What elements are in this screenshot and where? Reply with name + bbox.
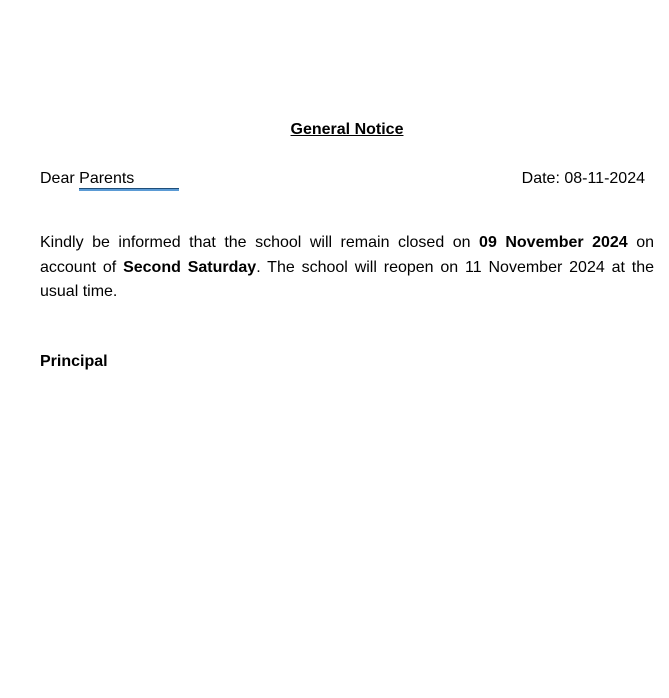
greeting-prefix: Dear — [40, 170, 75, 187]
signature: Principal — [40, 353, 108, 370]
body-part-2: on account of — [40, 234, 655, 276]
closure-occasion: Second Saturday — [123, 258, 257, 276]
body-part-3: . The school will reopen on 11 November 2024 at the usual time. — [40, 258, 655, 300]
notice-title — [0, 121, 669, 139]
notice-body — [40, 231, 654, 305]
notice-title-text: General Notice — [290, 121, 404, 138]
greeting-row — [40, 170, 645, 194]
notice-date — [522, 170, 645, 188]
body-part-1: Kindly be informed that the school will remain closed on — [40, 234, 471, 251]
closure-date: 09 November 2024 — [479, 234, 628, 251]
greeting — [40, 170, 179, 189]
recipient-field[interactable]: Parents — [79, 170, 179, 189]
date-label: Date: — [521, 170, 560, 187]
date-value: 08-11-2024 — [564, 170, 645, 187]
